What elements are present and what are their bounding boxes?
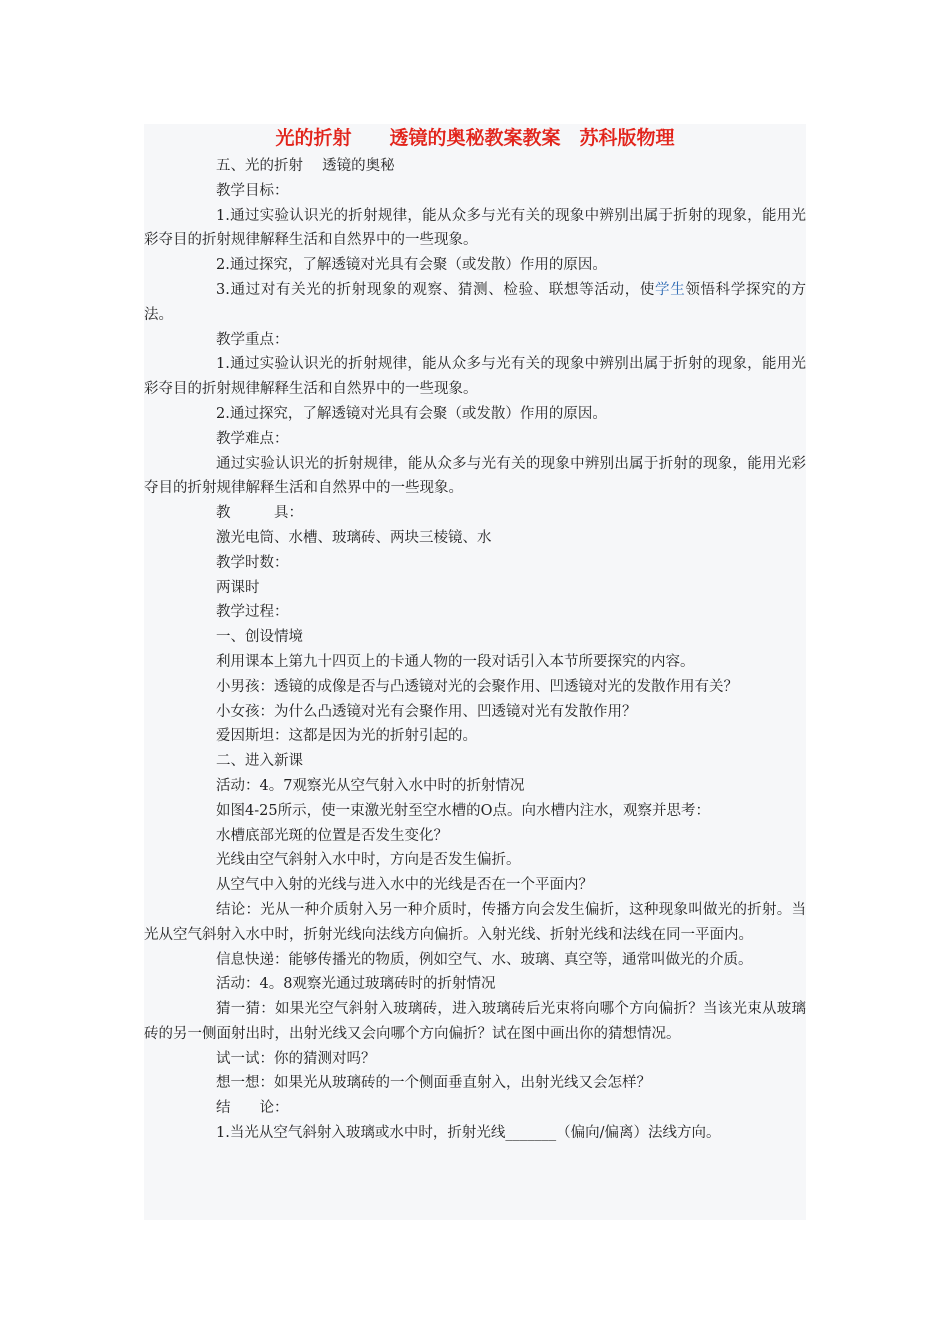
paragraph: 激光电筒、水槽、玻璃砖、两块三棱镜、水	[216, 529, 492, 546]
paragraph-part: 3.通过对有关光的折射现象的观察、猜测、检验、联想等活动，使	[216, 281, 656, 298]
paragraph: 1.通过实验认识光的折射规律，能从众多与光有关的现象中辨别出属于折射的现象，能用光彩夺目的折射规律解释生活和自然界中的一些现象。	[144, 207, 806, 249]
paragraph: 信息快递：能够传播光的物质，例如空气、水、玻璃、真空等，通常叫做光的介质。	[216, 951, 753, 968]
paragraph: 教学时数：	[216, 554, 289, 571]
paragraph: 教学难点：	[216, 430, 289, 447]
section-heading: 五、光的折射 透镜的奥秘	[216, 158, 395, 174]
paragraph: 如图4-25所示，使一束激光射至空水槽的O点。向水槽内注水，观察并思考：	[216, 802, 710, 819]
paragraph: 利用课本上第九十四页上的卡通人物的一段对话引入本节所要探究的内容。	[216, 653, 695, 670]
document-title: 光的折射 透镜的奥秘教案教案 苏科版物理	[275, 127, 675, 149]
paragraph: 通过实验认识光的折射规律，能从众多与光有关的现象中辨别出属于折射的现象，能用光彩夺目的折射规律解释生活和自然界中的一些现象。	[144, 455, 806, 497]
paragraph: 结 论：	[216, 1100, 289, 1117]
paragraph: 猜一猜：如果光空气斜射入玻璃砖，进入玻璃砖后光束将向哪个方向偏折？当该光束从玻璃砖的另一侧面射出时，出射光线又会向哪个方向偏折？试在图中画出你的猜想情况。	[144, 1001, 806, 1042]
paragraph: 活动：4。8观察光通过玻璃砖时的折射情况	[216, 976, 496, 993]
paragraph: 水槽底部光斑的位置是否发生变化？	[216, 827, 448, 844]
paragraph: 2.通过探究，了解透镜对光具有会聚（或发散）作用的原因。	[216, 257, 607, 274]
paragraph: 小男孩：透镜的成像是否与凸透镜对光的会聚作用、凹透镜对光的发散作用有关？	[216, 678, 738, 695]
paragraph: 两课时	[216, 579, 260, 596]
student-link[interactable]: 学生	[655, 281, 686, 298]
paragraph: 教学重点：	[216, 331, 289, 348]
paragraph-part: 领悟科学探究的方法。	[144, 281, 806, 323]
paragraph: 1.当光从空气斜射入玻璃或水中时，折射光线_______（偏向/偏离）法线方向。	[216, 1125, 721, 1142]
paragraph: 想一想：如果光从玻璃砖的一个侧面垂直射入，出射光线又会怎样？	[216, 1075, 651, 1092]
paragraph: 教 具：	[216, 505, 303, 522]
document-body	[144, 124, 806, 1220]
paragraph: 教学目标：	[216, 182, 289, 199]
paragraph: 教学过程：	[216, 604, 289, 621]
paragraph: 一、创设情境	[216, 629, 303, 646]
paragraph: 结论：光从一种介质射入另一种介质时，传播方向会发生偏折，这种现象叫做光的折射。当光从空气斜射入水中时，折射光线向法线方向偏折。入射光线、折射光线和法线在同一平面内。	[144, 901, 806, 943]
paragraph: 试一试：你的猜测对吗？	[216, 1050, 376, 1067]
paragraph: 2.通过探究，了解透镜对光具有会聚（或发散）作用的原因。	[216, 405, 607, 422]
paragraph: 爱因斯坦：这都是因为光的折射引起的。	[216, 728, 477, 745]
paragraph: 活动：4。7观察光从空气射入水中时的折射情况	[216, 777, 525, 794]
paragraph	[144, 278, 806, 328]
paragraph: 光线由空气斜射入水中时，方向是否发生偏折。	[216, 852, 521, 869]
paragraph: 小女孩：为什么凸透镜对光有会聚作用、凹透镜对光有发散作用？	[216, 703, 637, 720]
paragraph: 从空气中入射的光线与进入水中的光线是否在一个平面内？	[216, 877, 593, 894]
paragraph: 二、进入新课	[216, 753, 303, 770]
paragraph: 1.通过实验认识光的折射规律，能从众多与光有关的现象中辨别出属于折射的现象，能用光彩夺目的折射规律解释生活和自然界中的一些现象。	[144, 356, 806, 398]
